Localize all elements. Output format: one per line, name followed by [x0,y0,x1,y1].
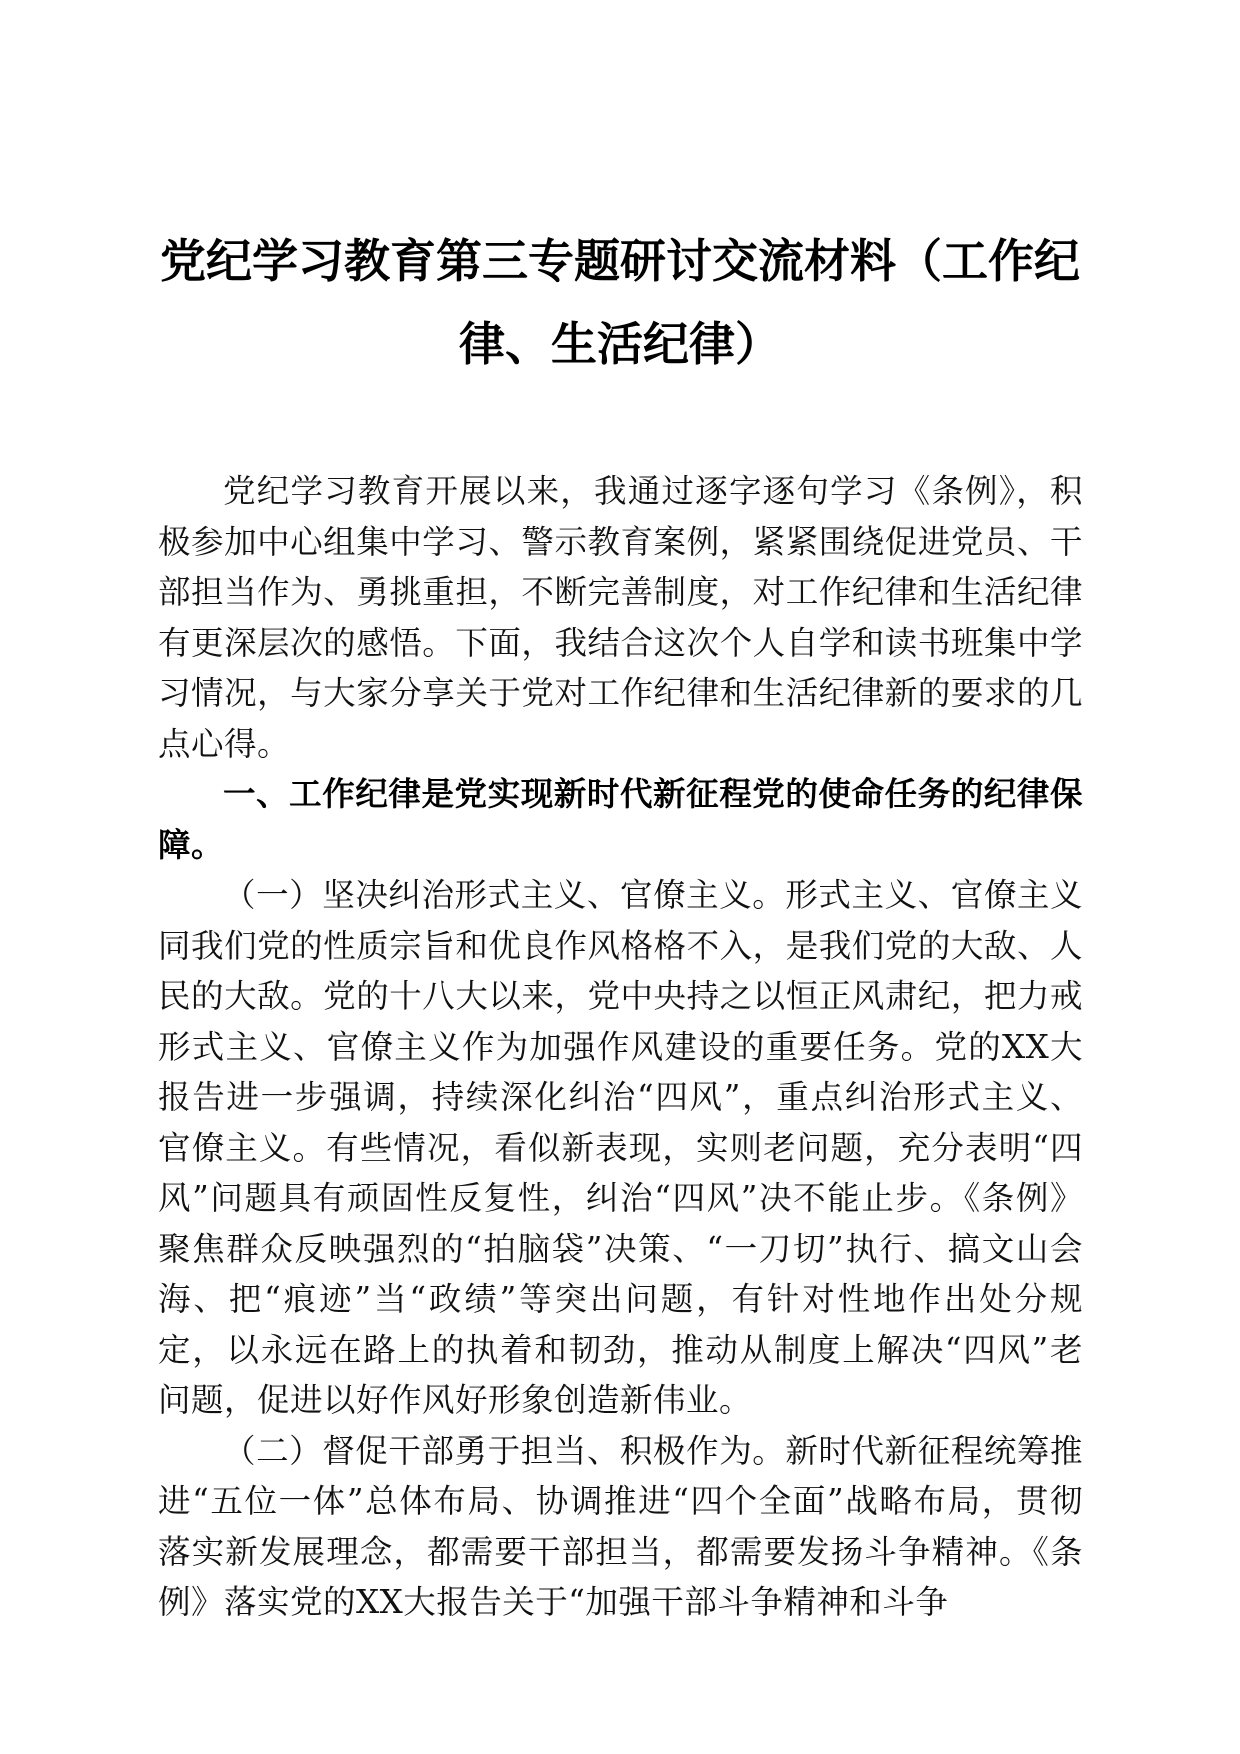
subsection-paragraph-1: （一）坚决纠治形式主义、官僚主义。形式主义、官僚主义同我们党的性质宗旨和优良作风格格不入，是我们党的大敌、人民的大敌。党的十八大以来，党中央持之以恒正风肃纪，把力戒形式主义、官僚主义作为加强作风建设的重要任务。党的XX大报告进一步强调，持续深化纠治“四风”，重点纠治形式主义、官僚主义。有些情况，看似新表现，实则老问题，充分表明“四风”问题具有顽固性反复性，纠治“四风”决不能止步。《条例》聚焦群众反映强烈的“拍脑袋”决策、“一刀切”执行、搞文山会海、把“痕迹”当“政绩”等突出问题，有针对性地作出处分规定，以永远在路上的执着和韧劲，推动从制度上解决“四风”老问题，促进以好作风好形象创造新伟业。 [158,876,1083,1419]
subsection-paragraph-2: （二）督促干部勇于担当、积极作为。新时代新征程统筹推进“五位一体”总体布局、协调推进“四个全面”战略布局，贯彻落实新发展理念，都需要干部担当，都需要发扬斗争精神。《条例》落实党的XX大报告关于“加强干部斗争精神和斗争 [158,1431,1083,1621]
document-title: 党纪学习教育第三专题研讨交流材料（工作纪律、生活纪律） [160,234,1080,371]
intro-paragraph: 党纪学习教育开展以来，我通过逐字逐句学习《条例》，积极参加中心组集中学习、警示教育案例，紧紧围绕促进党员、干部担当作为、勇挑重担，不断完善制度，对工作纪律和生活纪律有更深层次的感悟。下面，我结合这次个人自学和读书班集中学习情况，与大家分享关于党对工作纪律和生活纪律新的要求的几点心得。 [158,472,1083,763]
document-body [158,466,1083,1628]
section-heading-1: 一、工作纪律是党实现新时代新征程党的使命任务的纪律保障。 [158,775,1083,864]
